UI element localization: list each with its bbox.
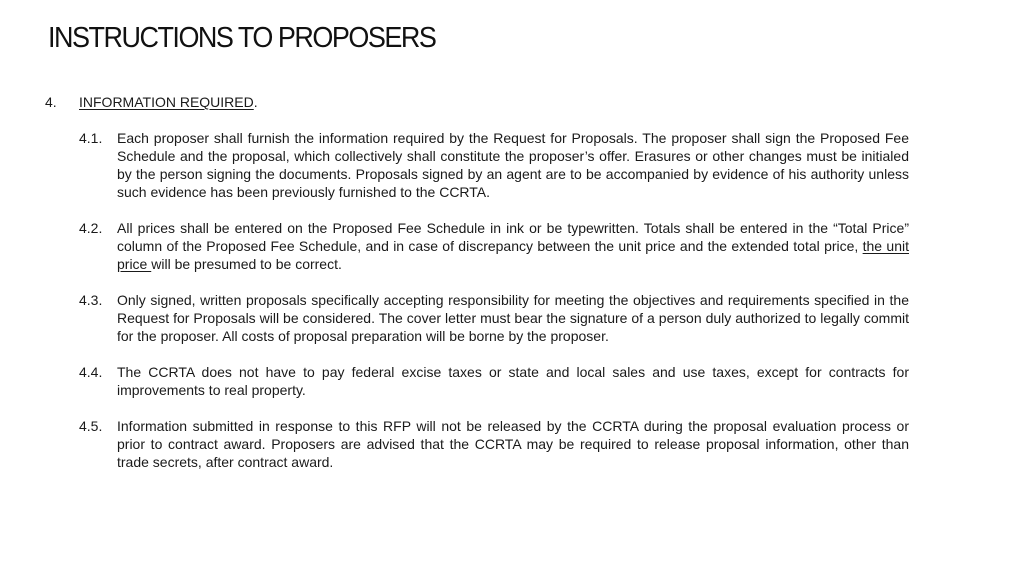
list-item-4-3 <box>79 291 909 345</box>
item-number: 4.2. <box>79 220 103 236</box>
section-heading-suffix: . <box>253 94 258 110</box>
item-text: Information submitted in response to this RFP will not be released by the CCRTA during the proposal evaluation process or prior to contract award. Proposers are advised that the CCRTA may be required to release proposal information, other than trade secrets, after contract award. <box>117 418 909 470</box>
item-number: 4.5. <box>79 418 103 434</box>
item-number: 4.1. <box>79 130 103 146</box>
slide-title: INSTRUCTIONS TO PROPOSERS <box>48 22 436 54</box>
section-heading-text <box>79 93 258 111</box>
item-text-before: All prices shall be entered on the Proposed Fee Schedule in ink or be typewritten. Totals shall be entered in the “Total Price” column of the Proposed Fee Schedule, and in case of discrepancy between the unit price and the extended total price, <box>117 220 909 254</box>
section-number: 4. <box>45 94 57 110</box>
item-text: Only signed, written proposals specifically accepting responsibility for meeting the objectives and requirements specified in the Request for Proposals will be considered. The cover letter must bear the signature of a person duly authorized to legally commit for the proposer. All costs of proposal preparation will be borne by the proposer. <box>117 292 909 344</box>
list-item-4-2 <box>79 219 909 273</box>
item-text: Each proposer shall furnish the information required by the Request for Proposals. The proposer shall sign the Proposed Fee Schedule and the proposal, which collectively shall constitute the proposer’s offer. Erasures or other changes must be initialed by the person signing the documents. Proposals signed by an agent are to be accompanied by evidence of his authority unless such evidence has been previously furnished to the CCRTA. <box>117 130 909 200</box>
section-heading-label: INFORMATION REQUIRED <box>79 94 254 110</box>
item-text-underlined: the unit price <box>117 238 909 272</box>
list-item-4-5 <box>79 417 909 471</box>
section-heading <box>45 93 909 111</box>
item-number: 4.4. <box>79 364 103 380</box>
section-information-required <box>45 93 909 489</box>
item-text: The CCRTA does not have to pay federal excise taxes or state and local sales and use taxes, except for contracts for improvements to real property. <box>117 364 909 398</box>
item-number: 4.3. <box>79 292 103 308</box>
item-text-after: will be presumed to be correct. <box>151 256 342 272</box>
list-item-4-4 <box>79 363 909 399</box>
list-item-4-1 <box>79 129 909 201</box>
item-text <box>117 219 909 273</box>
